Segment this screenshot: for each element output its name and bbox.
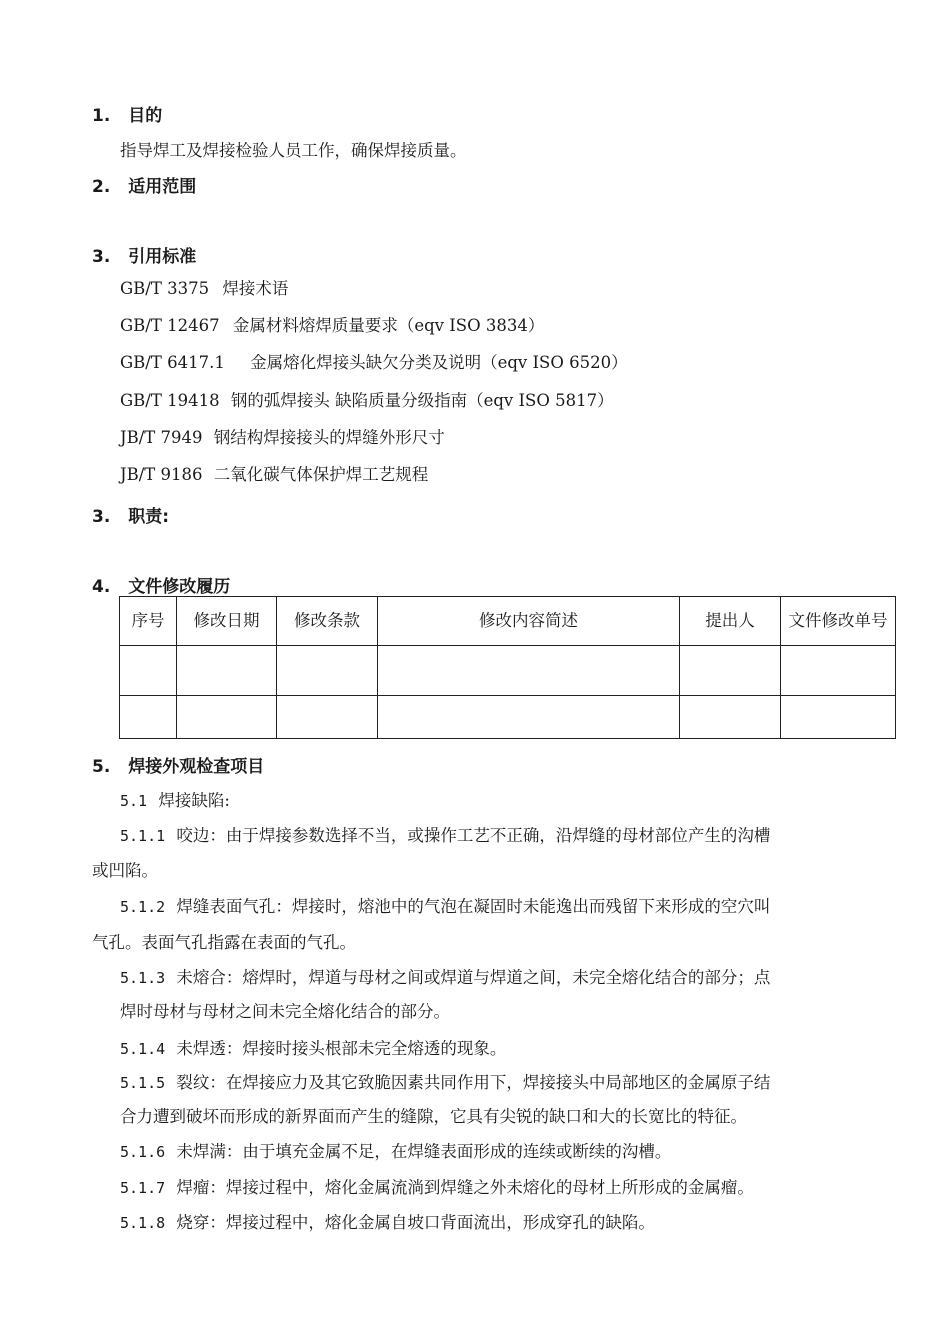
table-cell <box>120 696 177 739</box>
defect-item <box>120 1209 655 1233</box>
standard-item <box>120 312 544 336</box>
section-title: 文件修改履历 <box>128 577 231 597</box>
standard-name: 二氧化碳气体保护焊工艺规程 <box>213 465 429 484</box>
clause-text: 未焊满：由于填充金属不足，在焊缝表面形成的连续或断续的沟槽。 <box>176 1142 672 1161</box>
clause-continuation: 或凹陷。 <box>92 861 158 880</box>
defect-item <box>120 1069 770 1093</box>
defect-item <box>120 893 770 917</box>
table-cell <box>781 646 896 696</box>
standard-name: 钢的弧焊接头 缺陷质量分级指南（eqv ISO 5817） <box>230 391 614 410</box>
clause-text: 咬边：由于焊接参数选择不当，或操作工艺不正确，沿焊缝的母材部位产生的沟槽 <box>176 826 771 845</box>
defect-item <box>120 1035 506 1059</box>
clause-text: 裂纹：在焊接应力及其它致脆因素共同作用下，焊接接头中局部地区的金属原子结 <box>176 1073 771 1092</box>
section-title: 适用范围 <box>128 177 197 197</box>
section-title: 引用标准 <box>128 247 197 267</box>
clause-number: 5.1 <box>120 792 148 810</box>
standard-code: JB/T 7949 <box>120 428 203 447</box>
clause-number: 5.1.3 <box>120 969 166 987</box>
standard-item <box>120 275 288 299</box>
section-title: 职责: <box>128 507 170 527</box>
table-header-row <box>120 597 896 646</box>
table-row <box>120 696 896 739</box>
revision-history-table <box>119 596 896 739</box>
defect-item <box>120 964 770 988</box>
section-1-body: 指导焊工及焊接检验人员工作，确保焊接质量。 <box>120 141 467 160</box>
section-number: 3. <box>92 247 111 267</box>
section-number: 1. <box>92 106 111 126</box>
standard-name: 金属熔化焊接头缺欠分类及说明（eqv ISO 6520） <box>250 353 628 372</box>
clause-text: 焊接缺陷: <box>158 791 230 810</box>
clause-text: 未焊透：焊接时接头根部未完全熔透的现象。 <box>176 1039 507 1058</box>
clause-number: 5.1.2 <box>120 898 166 916</box>
clause-number: 5.1.1 <box>120 827 166 845</box>
table-cell <box>680 646 781 696</box>
defect-item <box>120 1174 754 1198</box>
section-title: 目的 <box>128 106 163 126</box>
section-number: 4. <box>92 577 111 597</box>
clause-text: 焊缝表面气孔：焊接时，熔池中的气泡在凝固时未能逸出而残留下来形成的空穴叫 <box>176 897 771 916</box>
clause-number: 5.1.8 <box>120 1214 166 1232</box>
column-header: 修改日期 <box>177 597 277 646</box>
standard-code: GB/T 3375 <box>120 279 210 298</box>
table-cell <box>781 696 896 739</box>
standard-name: 钢结构焊接接头的焊缝外形尺寸 <box>213 428 445 447</box>
clause-continuation: 气孔。表面气孔指露在表面的气孔。 <box>92 933 356 952</box>
section-title: 焊接外观检查项目 <box>128 757 265 777</box>
column-header: 修改条款 <box>277 597 378 646</box>
clause-number: 5.1.5 <box>120 1074 166 1092</box>
table-cell <box>378 696 680 739</box>
section-number: 3. <box>92 507 111 527</box>
table-cell <box>680 696 781 739</box>
clause-text: 烧穿：焊接过程中，熔化金属自坡口背面流出，形成穿孔的缺陷。 <box>176 1213 655 1232</box>
defect-item <box>120 822 770 846</box>
standard-code: GB/T 19418 <box>120 391 220 410</box>
section-number: 2. <box>92 177 111 197</box>
section-5-heading <box>92 752 264 777</box>
standard-code: GB/T 6417.1 <box>120 353 225 372</box>
table-cell <box>120 646 177 696</box>
clause-number: 5.1.7 <box>120 1179 166 1197</box>
table-cell <box>177 646 277 696</box>
clause-number: 5.1.4 <box>120 1040 166 1058</box>
section-number: 5. <box>92 757 111 777</box>
section-2-heading <box>92 172 196 197</box>
standard-item <box>120 349 628 373</box>
standard-code: GB/T 12467 <box>120 316 220 335</box>
standard-item <box>120 461 428 485</box>
standard-item <box>120 424 445 448</box>
section-responsibilities-heading <box>92 502 169 527</box>
standard-item <box>120 387 614 411</box>
clause-text: 未熔合：熔焊时，焊道与母材之间或焊道与焊道之间，未完全熔化结合的部分；点 <box>176 968 771 987</box>
defect-item <box>120 1138 671 1162</box>
table-cell <box>277 646 378 696</box>
table-cell <box>277 696 378 739</box>
standard-code: JB/T 9186 <box>120 465 203 484</box>
table-row <box>120 646 896 696</box>
section-1-heading <box>92 101 162 126</box>
column-header: 修改内容简述 <box>378 597 680 646</box>
standard-name: 焊接术语 <box>222 279 289 298</box>
clause-number: 5.1.6 <box>120 1143 166 1161</box>
clause-text: 焊瘤：焊接过程中，熔化金属流淌到焊缝之外未熔化的母材上所形成的金属瘤。 <box>176 1178 754 1197</box>
table-cell <box>378 646 680 696</box>
clause-continuation: 焊时母材与母材之间未完全熔化结合的部分。 <box>120 1002 450 1021</box>
section-3-heading <box>92 242 196 267</box>
column-header: 文件修改单号 <box>781 597 896 646</box>
column-header: 序号 <box>120 597 177 646</box>
standard-name: 金属材料熔焊质量要求（eqv ISO 3834） <box>232 316 545 335</box>
defects-intro <box>120 787 230 811</box>
clause-continuation: 合力遭到破坏而形成的新界面而产生的缝隙，它具有尖锐的缺口和大的长宽比的特征。 <box>120 1107 747 1126</box>
section-4-heading <box>92 572 230 597</box>
column-header: 提出人 <box>680 597 781 646</box>
table-cell <box>177 696 277 739</box>
